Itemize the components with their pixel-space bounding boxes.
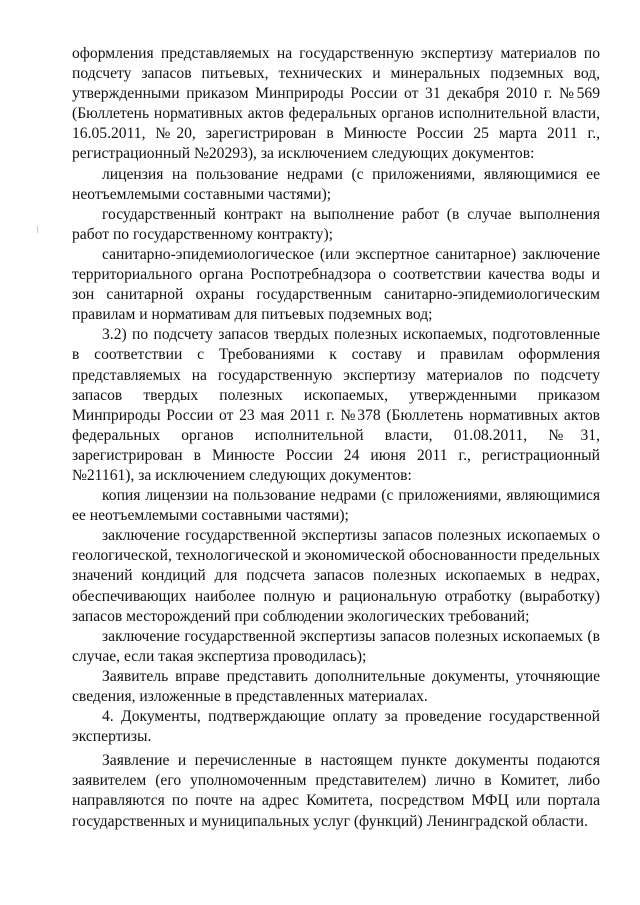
paragraph-contract-item: государственный контракт на выполнение работ (в случае выполнения работ по государственному контракту); [72, 205, 600, 243]
paragraph-continuation: оформления представляемых на государственную экспертизу материалов по подсчету запасов питьевых, технических и минеральных подземных вод, утвержденными приказом Минприроды России от 31 декабря 2010 г. №569 (Бюллетень нормативных актов федеральных органов исполнительной власти, 16.05.2011, №20, зарегистрирован в Минюсте России 25 марта 2011 г., регистрационный №20293), за исключением следующих документов: [72, 45, 600, 163]
margin-mark [37, 226, 38, 233]
paragraph-license-copy-item: копия лицензии на пользование недрами (с приложениями, являющимися ее неотъемлемыми составными частями); [72, 487, 600, 525]
document-body [72, 44, 600, 832]
paragraph-3-2: 3.2) по подсчету запасов твердых полезных ископаемых, подготовленные в соответствии с Требованиями к составу и правилам оформления представляемых на государственную экспертизу материалов по подсчету запасов твердых полезных ископаемых, утвержденными приказом Минприроды России от 23 мая 2011 г. №378 (Бюллетень нормативных актов федеральных органов исполнительной власти, 01.08.2011, №31, зарегистрирован в Минюсте России 24 июня 2011 г., регистрационный №21161), за исключением следующих документов: [72, 326, 600, 484]
paragraph-submission: Заявление и перечисленные в настоящем пункте документы подаются заявителем (его уполномоченным представителем) лично в Комитет, либо направляются по почте на адрес Комитета, посредством МФЦ или портала государственных и муниципальных услуг (функций) Ленинградской области. [72, 752, 600, 830]
paragraph-sanitary-item: санитарно-эпидемиологическое (или экспертное санитарное) заключение территориального органа Роспотребнадзора о соответствии качества воды и зон санитарной охраны государственным санитарно-эпидемиологическим правилам и нормативам для питьевых подземных вод; [72, 245, 600, 324]
paragraph-4: 4. Документы, подтверждающие оплату за проведение государственной экспертизы. [72, 708, 600, 746]
paragraph-reserves-conclusion-item: заключение государственной экспертизы запасов полезных ископаемых (в случае, если такая экспертиза проводилась); [72, 627, 600, 665]
paragraph-license-item: лицензия на пользование недрами (с приложениями, являющимися ее неотъемлемыми составными частями); [72, 165, 600, 203]
paragraph-conditions-conclusion-item: заключение государственной экспертизы запасов полезных ископаемых о геологической, технологической и экономической обоснованности предельных значений кондиций для подсчета запасов полезных ископаемых в недрах, обеспечивающих наиболее полную и рациональную отработку (выработку) запасов месторождений при соблюдении экологических требований; [72, 527, 600, 625]
paragraph-additional-documents: Заявитель вправе представить дополнительные документы, уточняющие сведения, изложенные в представленных материалах. [72, 667, 600, 705]
